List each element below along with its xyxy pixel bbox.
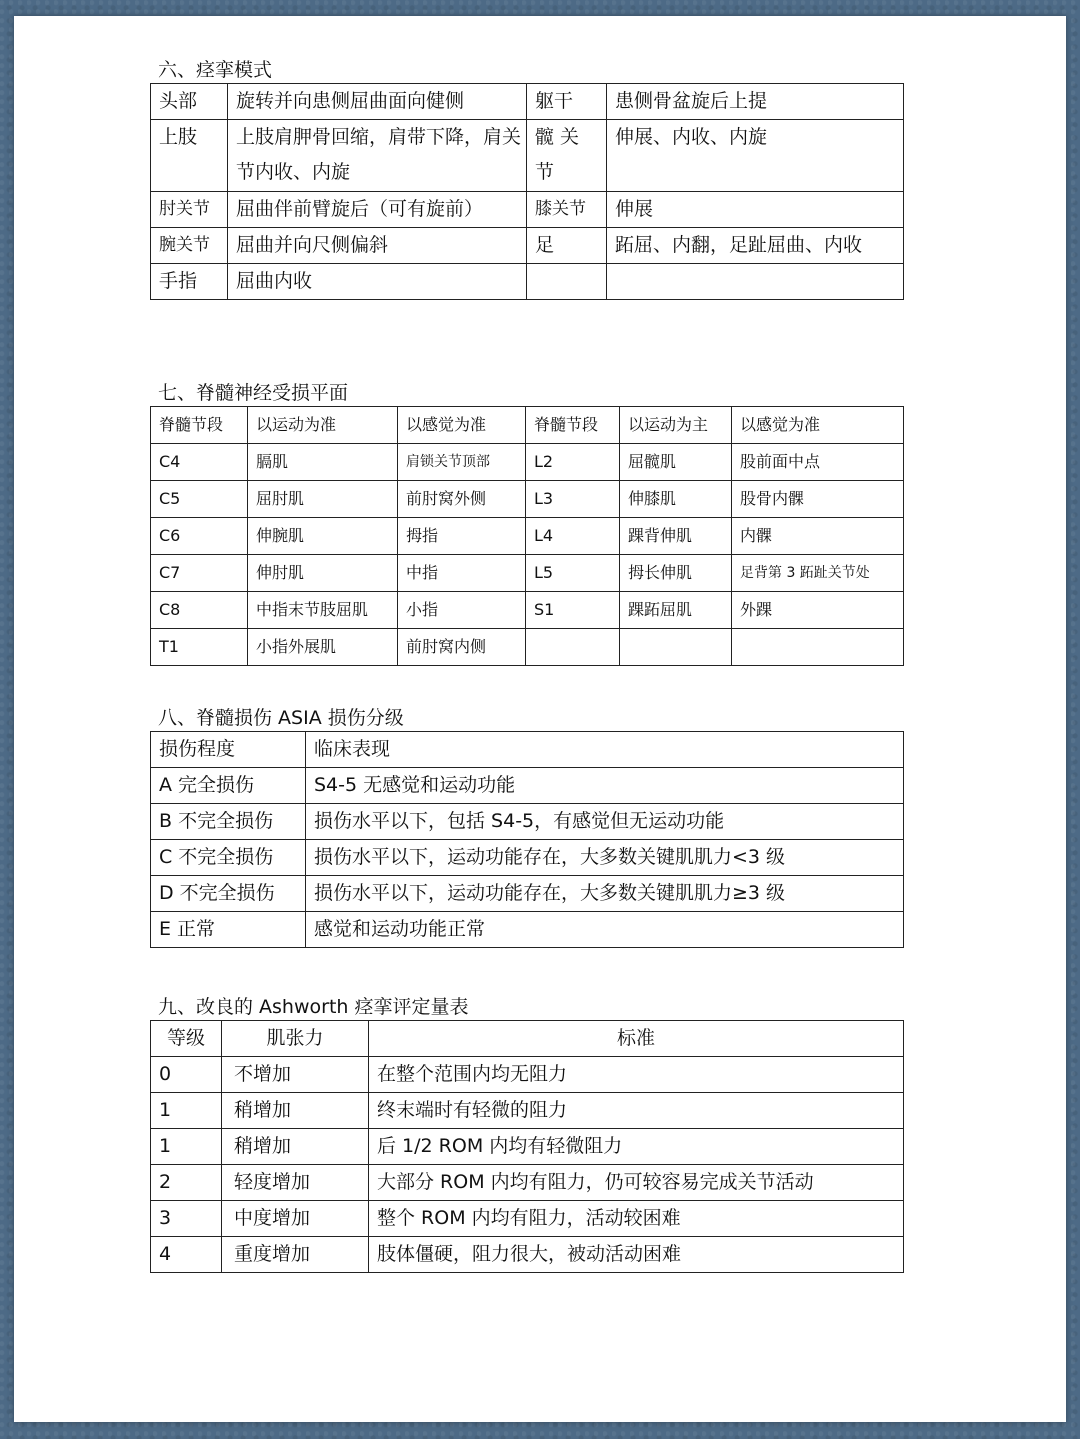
table-cell: C 不完全损伤 (151, 840, 306, 876)
section-title: 九、改良的 Ashworth 痉挛评定量表 (158, 996, 469, 1018)
column-header: 肌张力 (222, 1021, 369, 1057)
table-row (151, 84, 904, 120)
table-cell: 中指 (398, 555, 526, 592)
table-row (151, 804, 904, 840)
table-cell: 肢体僵硬，阻力很大，被动活动困难 (369, 1237, 904, 1273)
table-header-row (151, 1021, 904, 1057)
table-cell: 重度增加 (222, 1237, 369, 1273)
table-cell: 前肘窝内侧 (398, 629, 526, 666)
table-row (151, 264, 904, 300)
section-title: 六、痉挛模式 (158, 59, 273, 81)
section-title: 七、脊髓神经受损平面 (158, 382, 349, 404)
table-cell: 肩锁关节顶部 (398, 444, 526, 481)
table-cell: C7 (151, 555, 248, 592)
table-cell: 髋 关节 (527, 120, 607, 192)
ashworth-scale-table (150, 1020, 904, 1273)
column-header: 以感觉为准 (732, 407, 904, 444)
section-ashworth-scale (150, 994, 903, 1273)
table-cell: D 不完全损伤 (151, 876, 306, 912)
section-spinal-nerve-level (150, 380, 903, 666)
table-cell: 中度增加 (222, 1201, 369, 1237)
table-row (151, 592, 904, 629)
table-cell: 损伤水平以下，包括 S4-5，有感觉但无运动功能 (306, 804, 904, 840)
section-asia-grading (150, 705, 903, 948)
table-cell: 屈髋肌 (620, 444, 732, 481)
table-cell: S4-5 无感觉和运动功能 (306, 768, 904, 804)
table-cell: 小指外展肌 (248, 629, 398, 666)
table-cell: 损伤水平以下，运动功能存在，大多数关键肌肌力≥3 级 (306, 876, 904, 912)
table-cell: 2 (151, 1165, 222, 1201)
table-row (151, 444, 904, 481)
table-cell: 终末端时有轻微的阻力 (369, 1093, 904, 1129)
column-header: 临床表现 (306, 732, 904, 768)
table-cell: 伸肘肌 (248, 555, 398, 592)
table-cell: 中指末节肢屈肌 (248, 592, 398, 629)
table-row (151, 1129, 904, 1165)
section-spasticity-pattern (150, 57, 903, 300)
table-cell: T1 (151, 629, 248, 666)
table-cell: 足 (527, 228, 607, 264)
table-row (151, 1165, 904, 1201)
table-row (151, 481, 904, 518)
table-row (151, 629, 904, 666)
table-cell: B 不完全损伤 (151, 804, 306, 840)
table-cell: 屈肘肌 (248, 481, 398, 518)
table-cell: 肘关节 (151, 192, 228, 228)
table-row (151, 876, 904, 912)
table-cell: 屈曲内收 (228, 264, 527, 300)
table-cell: 旋转并向患侧屈曲面向健侧 (228, 84, 527, 120)
table-cell: 屈曲伴前臂旋后（可有旋前） (228, 192, 527, 228)
table-cell: 内髁 (732, 518, 904, 555)
table-cell: 腕关节 (151, 228, 228, 264)
table-cell: 拇指 (398, 518, 526, 555)
column-header: 以运动为准 (248, 407, 398, 444)
table-cell: 0 (151, 1057, 222, 1093)
table-cell: 拇长伸肌 (620, 555, 732, 592)
column-header: 等级 (151, 1021, 222, 1057)
table-row (151, 768, 904, 804)
table-row (151, 1237, 904, 1273)
table-cell (732, 629, 904, 666)
table-cell: 手指 (151, 264, 228, 300)
table-row (151, 518, 904, 555)
table-cell: C5 (151, 481, 248, 518)
table-cell: 膈肌 (248, 444, 398, 481)
table-cell (620, 629, 732, 666)
table-cell: 感觉和运动功能正常 (306, 912, 904, 948)
table-cell: 上肢 (151, 120, 228, 192)
spinal-level-table (150, 406, 904, 666)
table-cell: 伸膝肌 (620, 481, 732, 518)
table-cell: 伸展、内收、内旋 (607, 120, 904, 192)
table-cell: 整个 ROM 内均有阻力，活动较困难 (369, 1201, 904, 1237)
table-cell: 1 (151, 1129, 222, 1165)
table-cell: 小指 (398, 592, 526, 629)
table-cell: L5 (526, 555, 620, 592)
table-cell: S1 (526, 592, 620, 629)
table-cell: 踝背伸肌 (620, 518, 732, 555)
table-cell: 足背第 3 跖趾关节处 (732, 555, 904, 592)
table-cell: L2 (526, 444, 620, 481)
table-cell: 1 (151, 1093, 222, 1129)
table-cell: 大部分 ROM 内均有阻力，仍可较容易完成关节活动 (369, 1165, 904, 1201)
column-header: 脊髓节段 (151, 407, 248, 444)
table-row (151, 228, 904, 264)
table-cell: L3 (526, 481, 620, 518)
table-cell: E 正常 (151, 912, 306, 948)
table-cell: 稍增加 (222, 1129, 369, 1165)
column-header: 脊髓节段 (526, 407, 620, 444)
table-row (151, 1057, 904, 1093)
table-cell: 前肘窝外侧 (398, 481, 526, 518)
column-header: 以运动为主 (620, 407, 732, 444)
table-cell: 膝关节 (527, 192, 607, 228)
table-cell: 外踝 (732, 592, 904, 629)
table-cell: 跖屈、内翻，足趾屈曲、内收 (607, 228, 904, 264)
column-header: 标准 (369, 1021, 904, 1057)
table-cell: 患侧骨盆旋后上提 (607, 84, 904, 120)
table-cell (607, 264, 904, 300)
table-row (151, 555, 904, 592)
column-header: 以感觉为准 (398, 407, 526, 444)
table-header-row (151, 732, 904, 768)
table-row (151, 1093, 904, 1129)
table-cell: 上肢肩胛骨回缩，肩带下降，肩关节内收、内旋 (228, 120, 527, 192)
table-cell: L4 (526, 518, 620, 555)
table-cell: 头部 (151, 84, 228, 120)
table-cell: C8 (151, 592, 248, 629)
section-title: 八、脊髓损伤 ASIA 损伤分级 (158, 707, 404, 729)
table-row (151, 840, 904, 876)
table-cell: A 完全损伤 (151, 768, 306, 804)
table-cell: 在整个范围内均无阻力 (369, 1057, 904, 1093)
table-cell: 不增加 (222, 1057, 369, 1093)
table-cell: 4 (151, 1237, 222, 1273)
table-cell: 伸展 (607, 192, 904, 228)
table-cell: 屈曲并向尺侧偏斜 (228, 228, 527, 264)
table-cell: 后 1/2 ROM 内均有轻微阻力 (369, 1129, 904, 1165)
table-row (151, 192, 904, 228)
table-cell: C4 (151, 444, 248, 481)
table-cell: 3 (151, 1201, 222, 1237)
spasticity-pattern-table (150, 83, 904, 300)
table-header-row (151, 407, 904, 444)
table-cell: 躯干 (527, 84, 607, 120)
table-cell: 轻度增加 (222, 1165, 369, 1201)
asia-grading-table (150, 731, 904, 948)
column-header: 损伤程度 (151, 732, 306, 768)
table-row (151, 1201, 904, 1237)
table-cell: 踝跖屈肌 (620, 592, 732, 629)
table-row (151, 120, 904, 192)
table-cell: 伸腕肌 (248, 518, 398, 555)
table-cell: 股前面中点 (732, 444, 904, 481)
table-cell: 稍增加 (222, 1093, 369, 1129)
table-cell: C6 (151, 518, 248, 555)
table-row (151, 912, 904, 948)
table-cell: 损伤水平以下，运动功能存在，大多数关键肌肌力<3 级 (306, 840, 904, 876)
table-cell (527, 264, 607, 300)
table-cell (526, 629, 620, 666)
table-cell: 股骨内髁 (732, 481, 904, 518)
